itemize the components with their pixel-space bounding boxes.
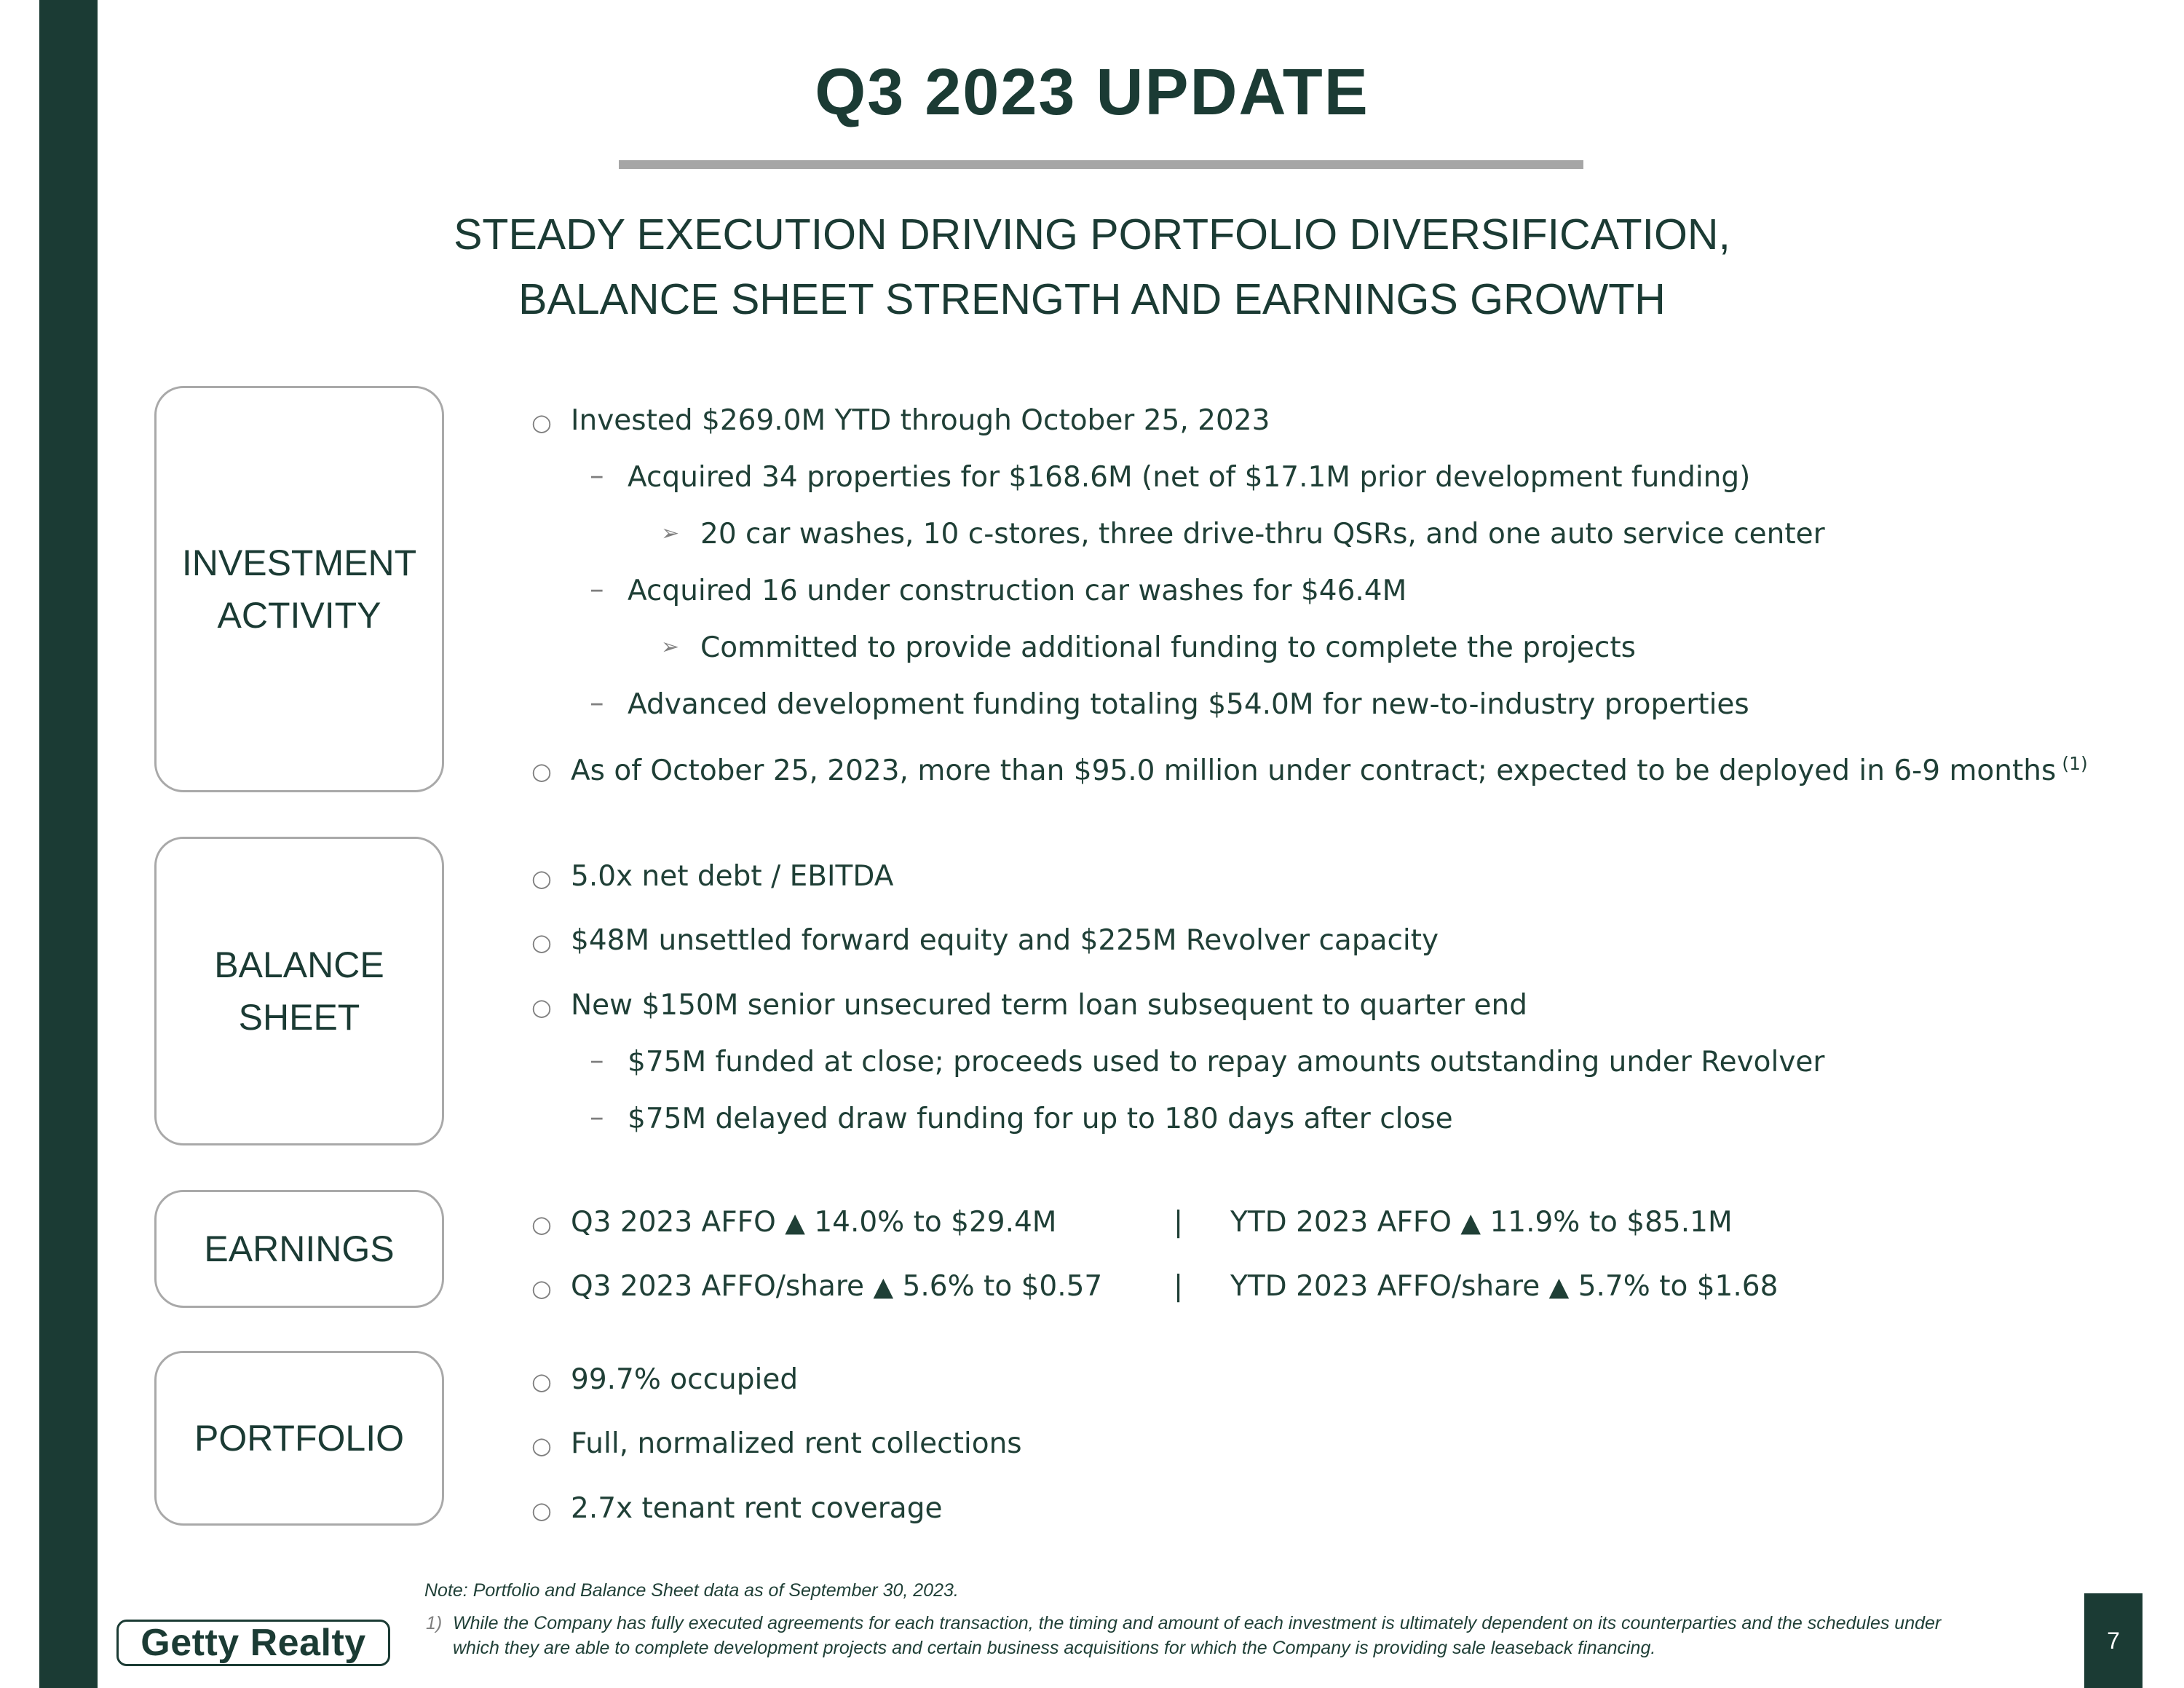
ytd-affo-share bbox=[1230, 1270, 1778, 1303]
footnote-line-1: While the Company has fully executed agreements for each transaction, the timing and amount of each investment is ultimately dependent on its counterparties and the schedules under bbox=[453, 1613, 1942, 1633]
ytd-affo-share-value: 5.7% to $1.68 bbox=[1578, 1270, 1779, 1303]
circle-bullet-icon: ○ bbox=[531, 757, 552, 785]
circle-bullet-icon: ○ bbox=[531, 864, 552, 892]
category-label: SHEET bbox=[238, 997, 360, 1038]
footnote-number: 1) bbox=[426, 1613, 443, 1633]
up-triangle-icon: ▲ bbox=[785, 1208, 805, 1238]
circle-bullet-icon: ○ bbox=[531, 409, 552, 436]
up-triangle-icon: ▲ bbox=[873, 1272, 894, 1302]
dash-bullet-icon: – bbox=[590, 1101, 604, 1134]
balance-sheet-box bbox=[154, 837, 444, 1145]
column-separator: | bbox=[1174, 1270, 1184, 1303]
subtitle-line-1: STEADY EXECUTION DRIVING PORTFOLIO DIVERSIFICATION, bbox=[454, 210, 1730, 259]
q3-affo-share-label: Q3 2023 AFFO/share bbox=[571, 1270, 865, 1303]
arrow-bullet-icon: ➢ bbox=[661, 634, 680, 660]
circle-bullet-icon: ○ bbox=[531, 1496, 552, 1524]
circle-bullet-icon: ○ bbox=[531, 928, 552, 956]
portfolio-box bbox=[154, 1351, 444, 1526]
investment-activity-box bbox=[154, 386, 444, 792]
q3-affo-share-value: 5.6% to $0.57 bbox=[902, 1270, 1103, 1303]
arrow-bullet-icon: ➢ bbox=[661, 521, 680, 546]
ytd-affo-label: YTD 2023 AFFO bbox=[1230, 1206, 1452, 1239]
q3-affo-label: Q3 2023 AFFO bbox=[571, 1206, 776, 1239]
dash-bullet-icon: – bbox=[590, 1044, 604, 1077]
subtitle-line-2: BALANCE SHEET STRENGTH AND EARNINGS GROWTH bbox=[518, 275, 1666, 323]
circle-bullet-icon: ○ bbox=[531, 1432, 552, 1459]
category-label: INVESTMENT bbox=[181, 543, 417, 583]
circle-bullet-icon: ○ bbox=[531, 1210, 552, 1238]
circle-bullet-icon: ○ bbox=[531, 1274, 552, 1302]
earnings-box bbox=[154, 1190, 444, 1308]
circle-bullet-icon: ○ bbox=[531, 993, 552, 1021]
page-number: 7 bbox=[2084, 1593, 2143, 1688]
column-separator: | bbox=[1174, 1206, 1184, 1239]
category-label: BALANCE bbox=[214, 944, 384, 985]
footnote-reference: (1) bbox=[2062, 753, 2088, 774]
title-divider bbox=[619, 160, 1583, 169]
dash-bullet-icon: – bbox=[590, 460, 604, 492]
category-label: ACTIVITY bbox=[217, 595, 381, 636]
up-triangle-icon: ▲ bbox=[1548, 1272, 1570, 1302]
page-title: Q3 2023 UPDATE bbox=[815, 56, 1369, 129]
category-label: PORTFOLIO bbox=[194, 1418, 404, 1459]
ytd-affo-value: 11.9% to $85.1M bbox=[1489, 1206, 1733, 1239]
category-label: EARNINGS bbox=[204, 1228, 395, 1269]
getty-realty-logo: Getty Realty bbox=[116, 1620, 390, 1666]
ytd-affo-share-label: YTD 2023 AFFO/share bbox=[1230, 1270, 1540, 1303]
ytd-affo bbox=[1230, 1206, 1733, 1239]
contract-text: As of October 25, 2023, more than $95.0 million under contract; expected to be deployed in 6-9 months bbox=[571, 754, 2057, 787]
circle-bullet-icon: ○ bbox=[531, 1368, 552, 1395]
up-triangle-icon: ▲ bbox=[1460, 1208, 1481, 1238]
dash-bullet-icon: – bbox=[590, 687, 604, 719]
q3-affo-value: 14.0% to $29.4M bbox=[814, 1206, 1057, 1239]
footnote-line-2: which they are able to complete development projects and certain business acquisitions for which the Company is providing sale leaseback financing. bbox=[453, 1638, 1656, 1658]
footnote-note: Note: Portfolio and Balance Sheet data as of September 30, 2023. bbox=[424, 1580, 959, 1601]
dash-bullet-icon: – bbox=[590, 573, 604, 606]
